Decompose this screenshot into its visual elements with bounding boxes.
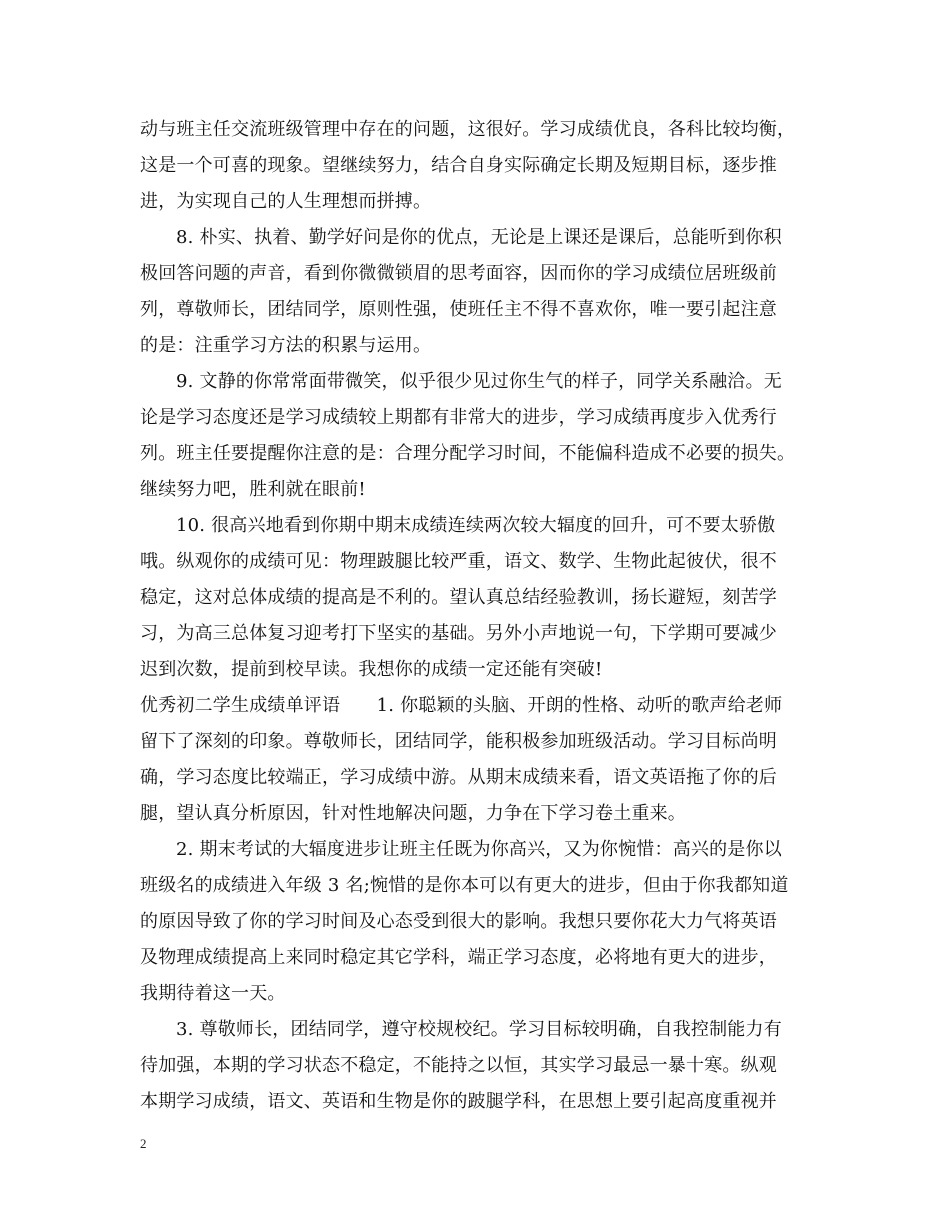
paragraph-start-line: 3. 尊敬师长，团结同学，遵守校规校纪。学习目标较明确，自我控制能力有 [176,1019,782,1040]
paragraph-start-line: 9. 文静的你常常面带微笑，似乎很少见过你生气的样子，同学关系融洽。无 [176,371,782,392]
paragraph-start-line: 8. 朴实、执着、勤学好问是你的优点，无论是上课还是课后，总能听到你积 [176,227,782,248]
text-line: 迟到次数，提前到校早读。我想你的成绩一定还能有突破! [140,659,603,680]
text-line: 哦。纵观你的成绩可见：物理跛腿比较严重，语文、数学、生物此起彼伏，很不 [140,551,777,572]
text-line: 这是一个可喜的现象。望继续努力，结合自身实际确定长期及短期目标，逐步推 [140,155,777,176]
text-line: 我期待着这一天。 [140,983,286,1004]
paragraph-start-line: 10. 很高兴地看到你期中期末成绩连续两次较大辐度的回升，可不要太骄傲 [176,515,776,536]
paragraph-start-line: 2. 期末考试的大辐度进步让班主任既为你高兴，又为你惋惜：高兴的是你以 [176,839,782,860]
text-line: 确，学习态度比较端正，学习成绩中游。从期末成绩来看，语文英语拖了你的后 [140,767,777,788]
text-line: 本期学习成绩，语文、英语和生物是你的跛腿学科，在思想上要引起高度重视并 [140,1091,777,1112]
text-line: 稳定，这对总体成绩的提高是不利的。望认真总结经验教训，扬长避短，刻苦学 [140,587,777,608]
text-line: 极回答问题的声音，看到你微微锁眉的思考面容，因而你的学习成绩位居班级前 [140,263,777,284]
text-line: 腿，望认真分析原因，针对性地解决问题，力争在下学习卷土重来。 [140,803,686,824]
text-line: 及物理成绩提高上来同时稳定其它学科，端正学习态度，必将地有更大的进步， [140,947,777,968]
text-line: 的原因导致了你的学习时间及心态受到很大的影响。我想只要你花大力气将英语 [140,911,777,932]
text-line: 列。班主任要提醒你注意的是：合理分配学习时间，不能偏科造成不必要的损失。 [140,443,796,464]
text-line: 继续努力吧，胜利就在眼前! [140,479,366,500]
text-line: 的是：注重学习方法的积累与运用。 [140,335,432,356]
text-line: 留下了深刻的印象。尊敬师长，团结同学，能积极参加班级活动。学习目标尚明 [140,731,777,752]
text-line: 习，为高三总体复习迎考打下坚实的基础。另外小声地说一句，下学期可要减少 [140,623,777,644]
text-line: 动与班主任交流班级管理中存在的问题，这很好。学习成绩优良，各科比较均衡， [140,119,796,140]
text-line: 待加强，本期的学习状态不稳定，不能持之以恒，其实学习最忌一暴十寒。纵观 [140,1055,777,1076]
text-line: 进，为实现自己的人生理想而拼搏。 [140,191,432,212]
text-line: 班级名的成绩进入年级 3 名;惋惜的是你本可以有更大的进步，但由于你我都知道 [140,875,789,896]
text-line: 列，尊敬师长，团结同学，原则性强，使班任主不得不喜欢你，唯一要引起注意 [140,299,777,320]
page-number: 2 [140,1136,147,1151]
text-line: 论是学习态度还是学习成绩较上期都有非常大的进步，学习成绩再度步入优秀行 [140,407,777,428]
section-heading-line: 优秀初二学生成绩单评语 1. 你聪颖的头脑、开朗的性格、动听的歌声给老师 [140,695,783,716]
